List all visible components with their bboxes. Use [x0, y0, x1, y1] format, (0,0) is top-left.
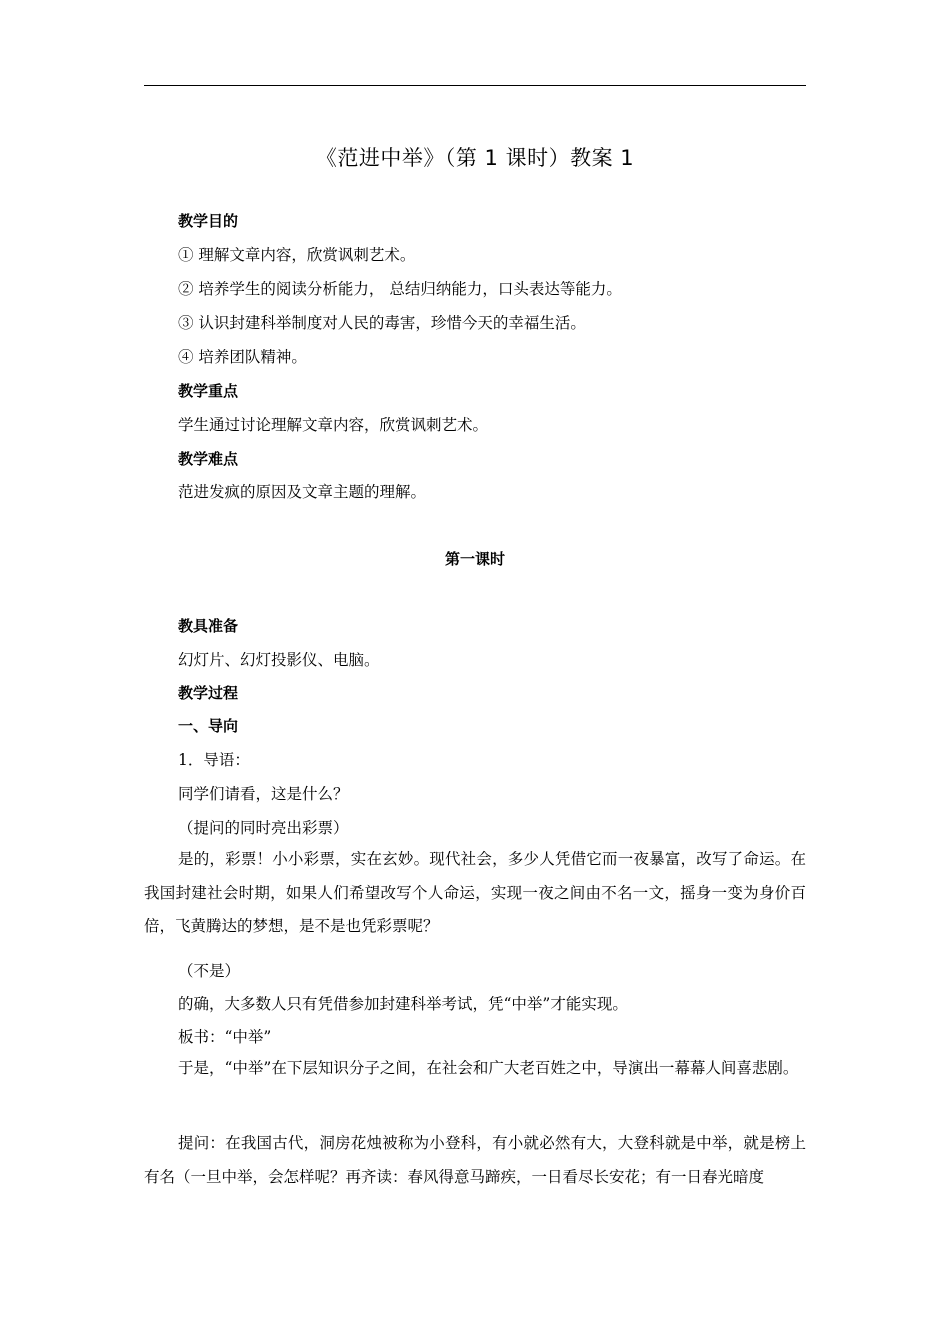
document-title: 《范进中举》（第 1 课时）教案 1 [315, 146, 635, 170]
board-note: 板书：“中举” [178, 1028, 272, 1046]
paragraph-exam: 的确，大多数人只有凭借参加封建科举考试，凭“中举”才能实现。 [178, 995, 628, 1013]
difficulties-heading: 教学难点 [178, 450, 239, 468]
objectives-heading: 教学目的 [178, 212, 239, 230]
key-points-text: 学生通过讨论理解文章内容，欣赏讽刺艺术。 [178, 416, 489, 434]
section-heading-1: 一、导向 [178, 717, 239, 735]
stage-note-1: （提问的同时亮出彩票） [178, 819, 349, 837]
paragraph-zhongju: 于是，“中举”在下层知识分子之间，在社会和广大老百姓之中，导演出一幕幕人间喜悲剧。 [178, 1059, 799, 1077]
objective-item-3: ③ 认识封建科举制度对人民的毒害，珍惜今天的幸福生活。 [178, 314, 586, 332]
lesson-title: 第一课时 [444, 550, 505, 568]
paragraph-question: 提问：在我国古代，洞房花烛被称为小登科，有小就必然有大，大登科就是中举，就是榜上有名（一旦中举，会怎样呢？再齐读：春风得意马蹄疾，一日看尽长安花；有一日春光暗度 [144, 1134, 806, 1186]
item-intro-label: 1．导语： [178, 751, 250, 769]
objective-item-4: ④ 培养团队精神。 [178, 348, 307, 366]
question-text: 同学们请看，这是什么？ [178, 785, 349, 803]
materials-text: 幻灯片、幻灯投影仪、电脑。 [178, 651, 380, 669]
materials-heading: 教具准备 [178, 617, 239, 635]
difficulties-text: 范进发疯的原因及文章主题的理解。 [178, 483, 427, 501]
header-rule [144, 85, 806, 86]
objective-item-2: ② 培养学生的阅读分析能力， 总结归纳能力，口头表达等能力。 [178, 280, 622, 298]
key-points-heading: 教学重点 [178, 382, 239, 400]
stage-note-2: （不是） [178, 962, 241, 980]
objective-item-1: ① 理解文章内容，欣赏讽刺艺术。 [178, 246, 416, 264]
paragraph-lottery: 是的，彩票！小小彩票，实在玄妙。现代社会，多少人凭借它而一夜暴富，改写了命运。在我国封建社会时期，如果人们希望改写个人命运，实现一夜之间由不名一文，摇身一变为身价百倍，飞黄腾达的梦想，是不是也凭彩票呢？ [144, 850, 806, 935]
process-heading: 教学过程 [178, 684, 239, 702]
